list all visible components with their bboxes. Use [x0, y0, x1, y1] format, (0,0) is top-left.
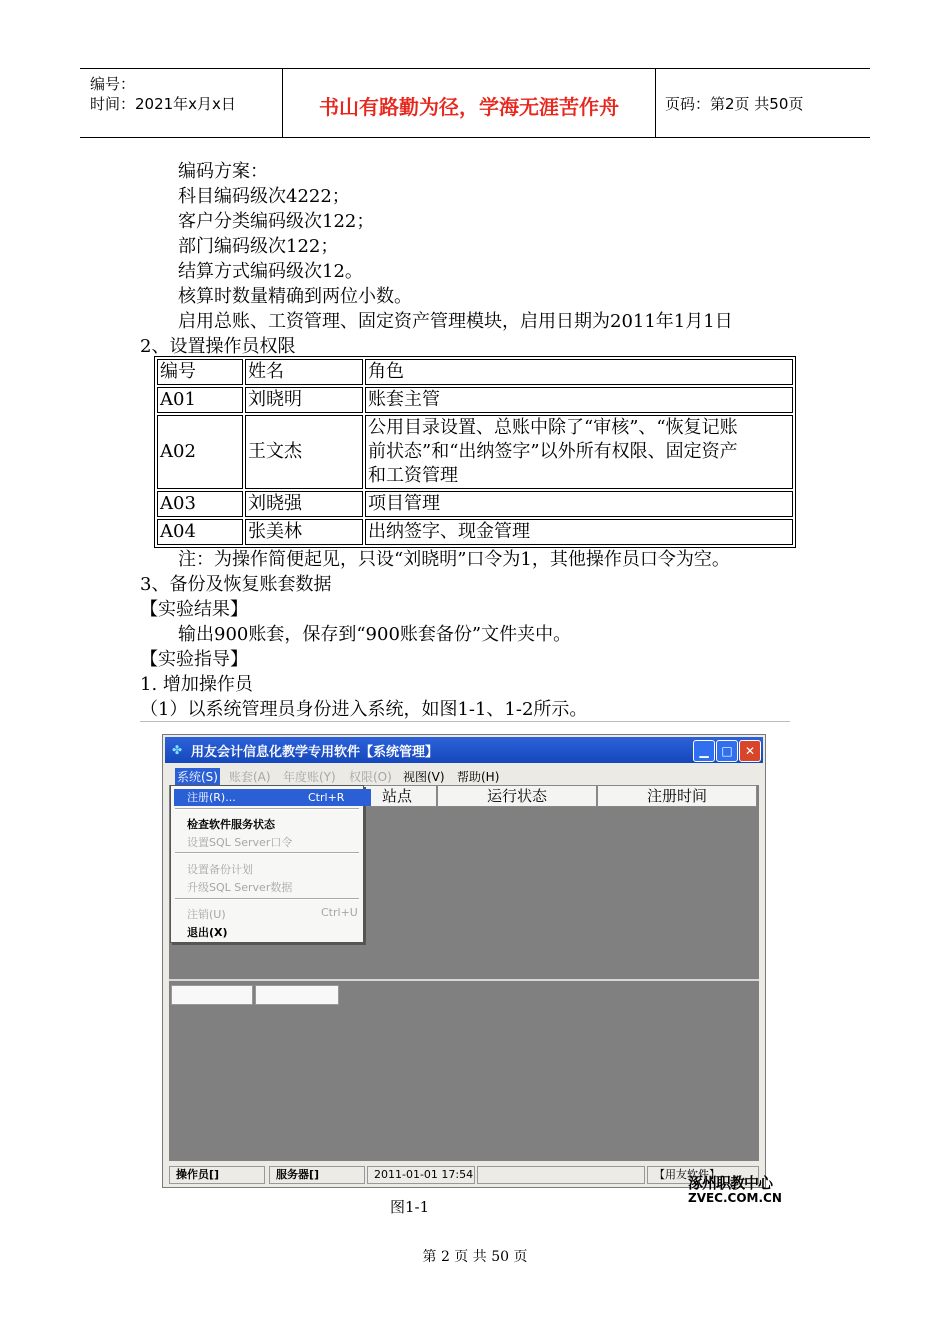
- header-middle-cell: [282, 69, 656, 137]
- lower-pane-header[interactable]: [255, 985, 339, 1005]
- step-text: （1）以系统管理员身份进入系统，如图1-1、1-2所示。: [140, 699, 588, 720]
- menu-bar: [165, 765, 763, 785]
- menu-item-label: 注册(R)...: [187, 791, 236, 804]
- motto: 书山有路勤为径，学海无涯苦作舟: [319, 95, 619, 119]
- figure-caption: 图1-1: [390, 1198, 430, 1216]
- table-cell-name: 王文杰: [245, 415, 363, 489]
- table-cell-role: [365, 415, 793, 489]
- header-right-cell: [655, 69, 870, 137]
- table-cell-name: 刘晓强: [245, 491, 363, 517]
- time-label: 时间：2021年x月x日: [90, 95, 236, 113]
- column-header-status[interactable]: 运行状态: [437, 785, 597, 807]
- body-line: 核算时数量精确到两位小数。: [178, 286, 412, 307]
- table-row: [157, 387, 793, 413]
- figure-screenshot: [162, 734, 766, 1188]
- menu-item-upgrade-sql[interactable]: 升级SQL Server数据: [187, 881, 293, 894]
- lower-pane-header[interactable]: [171, 985, 253, 1005]
- status-operator: 操作员[]: [169, 1166, 265, 1184]
- close-icon[interactable]: ✕: [739, 740, 761, 762]
- app-icon: ✤: [172, 743, 183, 757]
- menu-system[interactable]: 系统(S): [177, 770, 218, 784]
- watermark-url: ZVEC.COM.CN: [688, 1191, 782, 1205]
- body-line: 部门编码级次122；: [178, 236, 339, 257]
- table-cell-id: A01: [157, 387, 243, 413]
- status-datetime: 2011-01-01 17:54: [367, 1166, 475, 1184]
- menu-item-shortcut: Ctrl+R: [308, 791, 345, 804]
- menu-item-backup-plan[interactable]: 设置备份计划: [187, 863, 253, 876]
- system-dropdown-menu: [170, 785, 364, 943]
- menu-help[interactable]: 帮助(H): [457, 770, 500, 784]
- table-header-cell: 编号: [157, 359, 243, 385]
- table-row: [157, 415, 793, 489]
- page-footer: 第 2 页 共 50 页: [422, 1249, 528, 1265]
- table-cell-id: A02: [157, 415, 243, 489]
- role-line: 公用目录设置、总账中除了“审核”、“恢复记账: [368, 417, 738, 438]
- role-line: 前状态”和“出纳签字”以外所有权限、固定资产: [368, 441, 738, 462]
- table-cell-role: 出纳签字、现金管理: [365, 519, 793, 545]
- table-row: [157, 491, 793, 517]
- menu-separator: [175, 852, 359, 854]
- table-cell-role: 账套主管: [365, 387, 793, 413]
- menu-account[interactable]: 账套(A): [229, 770, 271, 784]
- menu-item-exit[interactable]: 退出(X): [187, 926, 228, 939]
- table-cell-id: A04: [157, 519, 243, 545]
- table-cell-name: 刘晓明: [245, 387, 363, 413]
- window-titlebar: [165, 737, 763, 763]
- page-info: 页码：第2页 共50页: [665, 95, 804, 113]
- table-cell-id: A03: [157, 491, 243, 517]
- table-cell-name: 张美林: [245, 519, 363, 545]
- body-line: 科目编码级次4222；: [178, 186, 350, 207]
- body-line: 编码方案：: [178, 161, 268, 182]
- menu-item-register[interactable]: [174, 789, 371, 806]
- result-text: 输出900账套，保存到“900账套备份”文件夹中。: [178, 624, 572, 645]
- menu-separator: [175, 898, 359, 900]
- table-row: [157, 519, 793, 545]
- code-label: 编号：: [90, 75, 136, 93]
- column-header-register-time[interactable]: 注册时间: [597, 785, 757, 807]
- status-empty: [477, 1166, 645, 1184]
- status-server: 服务器[]: [269, 1166, 365, 1184]
- table-cell-role: 项目管理: [365, 491, 793, 517]
- menu-item-check-service[interactable]: 检查软件服务状态: [187, 818, 275, 831]
- menu-item-shortcut: Ctrl+U: [321, 906, 358, 919]
- section-heading: 2、设置操作员权限: [140, 336, 296, 357]
- window-title: 用友会计信息化教学专用软件【系统管理】: [191, 745, 439, 760]
- status-bar: [165, 1163, 763, 1185]
- menu-separator: [175, 808, 359, 810]
- watermark-text: 涿州职教中心: [688, 1174, 773, 1192]
- operator-table: [154, 356, 796, 548]
- table-header-cell: 姓名: [245, 359, 363, 385]
- table-header-cell: 角色: [365, 359, 793, 385]
- role-line: 和工资管理: [368, 465, 458, 486]
- column-header-site[interactable]: 站点: [357, 785, 437, 807]
- maximize-icon[interactable]: □: [716, 740, 738, 762]
- divider-line: [140, 721, 790, 722]
- body-line: 客户分类编码级次122；: [178, 211, 375, 232]
- table-header-row: [157, 359, 793, 385]
- menu-item-label: 注销(U): [187, 908, 226, 921]
- step-heading: 1. 增加操作员: [140, 674, 253, 695]
- guide-heading: 【实验指导】: [140, 649, 248, 670]
- menu-item-logout[interactable]: [187, 906, 358, 922]
- header-left-cell: [80, 69, 282, 137]
- minimize-icon[interactable]: ▁: [693, 740, 715, 762]
- menu-year-account[interactable]: 年度账(Y): [283, 770, 336, 784]
- note-text: 注：为操作简便起见，只设“刘晓明”口令为1，其他操作员口令为空。: [178, 549, 730, 570]
- body-line: 结算方式编码级次12。: [178, 261, 363, 282]
- section-heading: 3、备份及恢复账套数据: [140, 574, 332, 595]
- body-line: 启用总账、工资管理、固定资产管理模块，启用日期为2011年1月1日: [178, 311, 733, 332]
- page-header: [80, 68, 870, 138]
- menu-permission[interactable]: 权限(O): [349, 770, 392, 784]
- menu-view[interactable]: 视图(V): [403, 770, 445, 784]
- menu-item-set-sql-password[interactable]: 设置SQL Server口令: [187, 836, 293, 849]
- result-heading: 【实验结果】: [140, 599, 248, 620]
- status-brand: 【用友软件】: [647, 1166, 759, 1184]
- pane-divider[interactable]: [169, 979, 759, 981]
